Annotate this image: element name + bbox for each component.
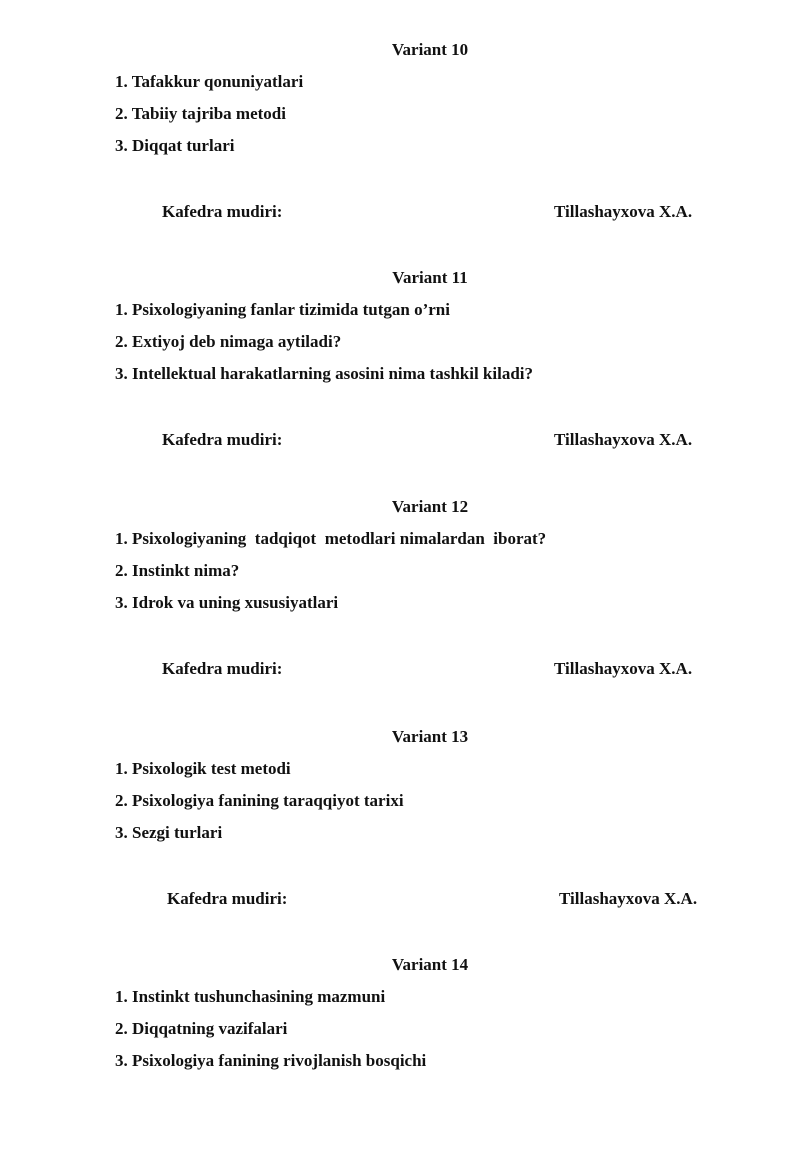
question-item: 2. Diqqatning vazifalari [115,1019,288,1038]
question-item: 2. Psixologiya fanining taraqqiyot tarixi [115,791,404,810]
signature-name: Tillashayxova X.A. [559,889,698,908]
variant-title: Variant 14 [391,955,469,974]
question-item: 2. Tabiiy tajriba metodi [115,104,286,123]
signature-name: Tillashayxova X.A. [554,202,693,221]
question-item: 3. Intellektual harakatlarning asosini nima tashkil kiladi? [115,364,534,383]
variant-title: Variant 12 [391,497,469,516]
question-item: 3. Diqqat turlari [115,136,235,155]
question-item: 1. Psixologiyaning tadqiqot metodlari nimalardan iborat? [115,529,547,548]
question-item: 3. Sezgi turlari [115,823,223,842]
signature-name: Tillashayxova X.A. [554,430,693,449]
variant-title: Variant 11 [392,268,468,287]
signature-label: Kafedra mudiri: [162,202,283,221]
question-item: 1. Psixologiyaning fanlar tizimida tutgan o’rni [115,300,450,319]
question-item: 1. Psixologik test metodi [115,759,291,778]
question-item: 2. Extiyoj deb nimaga aytiladi? [115,332,342,351]
question-item: 2. Instinkt nima? [115,561,240,580]
variant-title: Variant 10 [391,40,469,59]
signature-name: Tillashayxova X.A. [554,659,693,678]
variant-block-12 [0,497,800,713]
variant-block-10 [0,40,800,256]
question-item: 3. Psixologiya fanining rivojlanish bosqichi [115,1051,427,1070]
variant-block-14 [0,955,800,1171]
question-item: 1. Instinkt tushunchasining mazmuni [115,987,386,1006]
variant-title: Variant 13 [391,727,469,746]
variant-block-11 [0,268,800,484]
signature-label: Kafedra mudiri: [162,659,283,678]
signature-label: Kafedra mudiri: [167,889,288,908]
variant-block-13 [0,727,800,943]
question-item: 1. Tafakkur qonuniyatlari [115,72,304,91]
signature-label: Kafedra mudiri: [162,430,283,449]
question-item: 3. Idrok va uning xususiyatlari [115,593,339,612]
